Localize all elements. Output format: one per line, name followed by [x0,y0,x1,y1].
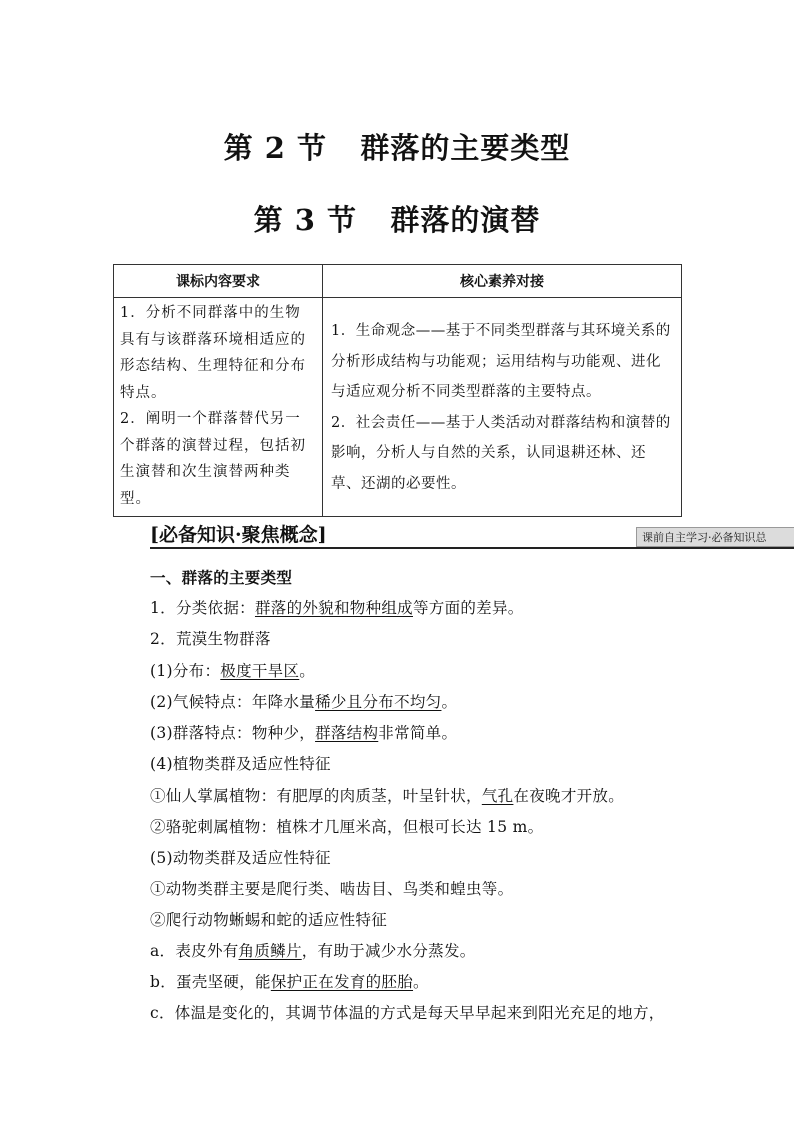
text: (1)分布： [150,662,221,680]
underlined-answer: 气孔 [481,787,514,805]
requirement-item: 1．分析不同群落中的生物具有与该群落环境相适应的形态结构、生理特征和分布特点。 [120,305,306,401]
text: 。 [413,973,429,991]
text: ①仙人掌属植物：有肥厚的肉质茎，叶呈针状， [150,787,482,805]
heading-desert-community: 2．荒漠生物群落 [150,630,271,648]
paragraph-body-temperature: c．体温是变化的，其调节体温的方式是每天早早起来到阳光充足的地方， [150,1004,665,1022]
paragraph-scales [150,939,476,961]
core-competencies-cell [323,298,682,517]
heading-animal-groups: (5)动物类群及适应性特征 [150,849,331,867]
title-section-3-number: 第 3 节 [253,203,358,237]
heading-plant-groups: (4)植物类群及适应性特征 [150,755,331,773]
curriculum-requirements-cell [114,298,323,517]
paragraph-camelthorn: ②骆驼刺属植物：植株才几厘米高，但根可长达 15 m。 [150,818,544,836]
text: a．表皮外有 [150,942,239,960]
competency-item: 1．生命观念——基于不同类型群落与其环境关系的分析形成结构与功能观；运用结构与功能观、进化与适应观分析不同类型群落的主要特点。 [331,323,671,400]
text: 1．分类依据： [150,599,255,617]
text: 等方面的差异。 [412,599,524,617]
standards-table-row [114,298,682,517]
underlined-answer: 极度干旱区 [220,662,300,680]
text: 在夜晚才开放。 [513,787,625,805]
section-divider [150,547,794,549]
section-heading: [必备知识·聚焦概念] [150,524,327,546]
title-section-3-text: 群落的演替 [390,203,541,237]
standards-table-header [114,265,682,298]
paragraph-classification-basis [150,596,524,618]
title-section-2 [0,126,794,167]
underlined-answer: 稀少且分布不均匀 [315,693,442,711]
heading-main-types: 一、群落的主要类型 [150,568,293,587]
paragraph-climate [150,690,457,712]
text: (2)气候特点：年降水量 [150,693,316,711]
paragraph-animal-groups: ①动物类群主要是爬行类、啮齿目、鸟类和蝗虫等。 [150,880,514,898]
competency-item: 2．社会责任——基于人类活动对群落结构和演替的影响，分析人与自然的关系，认同退耕还林、还草、还湖的必要性。 [331,414,671,492]
paragraph-cactus [150,784,624,806]
paragraph-community-features [150,721,457,743]
paragraph-distribution [150,659,315,681]
underlined-answer: 群落的外貌和物种组成 [254,599,413,617]
section-tag: 课前自主学习·必备知识总 [636,527,794,547]
text: b．蛋壳坚硬，能 [150,973,271,991]
text: 。 [299,662,316,680]
header-core-competencies: 核心素养对接 [323,265,682,298]
text: (3)群落特点：物种少， [150,724,316,742]
text: 非常简单。 [378,724,458,742]
title-section-2-number: 第 2 节 [223,131,328,165]
requirement-item: 2．阐明一个群落替代另一个群落的演替过程，包括初生演替和次生演替两种类型。 [120,411,306,507]
text: ，有助于减少水分蒸发。 [301,942,476,960]
heading-reptile-features: ②爬行动物蜥蜴和蛇的适应性特征 [150,911,388,929]
underlined-answer: 保护正在发育的胚胎 [270,973,414,991]
header-curriculum-requirements: 课标内容要求 [114,265,323,298]
paragraph-eggshell [150,970,429,992]
underlined-answer: 角质鳞片 [238,942,302,960]
standards-table [113,264,682,517]
title-section-2-text: 群落的主要类型 [360,131,571,165]
text: 。 [441,693,458,711]
title-section-3 [0,198,794,239]
underlined-answer: 群落结构 [315,724,379,742]
